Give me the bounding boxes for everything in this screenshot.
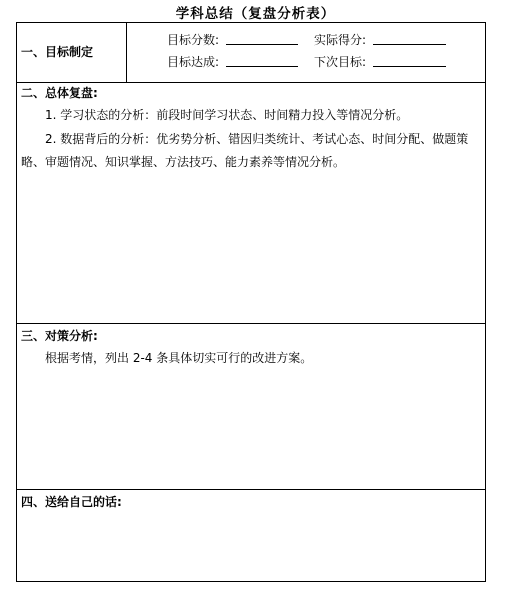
target-achieved-field[interactable]: [226, 66, 298, 67]
section-message-to-self: [17, 489, 485, 582]
target-achieved-label: 目标达成:: [167, 55, 220, 69]
next-target-label: 下次目标:: [314, 55, 367, 69]
section-overall-review: [17, 82, 485, 323]
section-message-to-self-title: 四、送给自己的话:: [21, 495, 122, 509]
target-score-field[interactable]: [226, 44, 298, 45]
actual-score-field[interactable]: [373, 44, 446, 45]
review-item-1: 1. 学习状态的分析：前段时间学习状态、时间精力投入等情况分析。: [45, 108, 409, 122]
actual-score-label: 实际得分:: [314, 33, 367, 47]
page-title: 学科总结（复盘分析表）: [175, 6, 336, 22]
section-goal-setting: [17, 23, 485, 82]
section-strategy-analysis-title: 三、对策分析:: [21, 329, 98, 343]
strategy-item-1: 根据考情，列出 2-4 条具体切实可行的改进方案。: [45, 351, 313, 365]
review-table: [16, 22, 486, 582]
section-goal-divider: [126, 23, 127, 82]
review-item-2-line-2: 略、审题情况、知识掌握、方法技巧、能力素养等情况分析。: [21, 155, 346, 169]
target-score-label: 目标分数:: [167, 33, 220, 47]
section-overall-review-title: 二、总体复盘:: [21, 86, 98, 100]
section-goal-setting-title: 一、目标制定: [21, 45, 94, 59]
section-strategy-analysis: [17, 323, 485, 488]
next-target-field[interactable]: [373, 66, 446, 67]
review-item-2-line-1: 2. 数据背后的分析：优劣势分析、错因归类统计、考试心态、时间分配、做题策: [45, 132, 469, 146]
